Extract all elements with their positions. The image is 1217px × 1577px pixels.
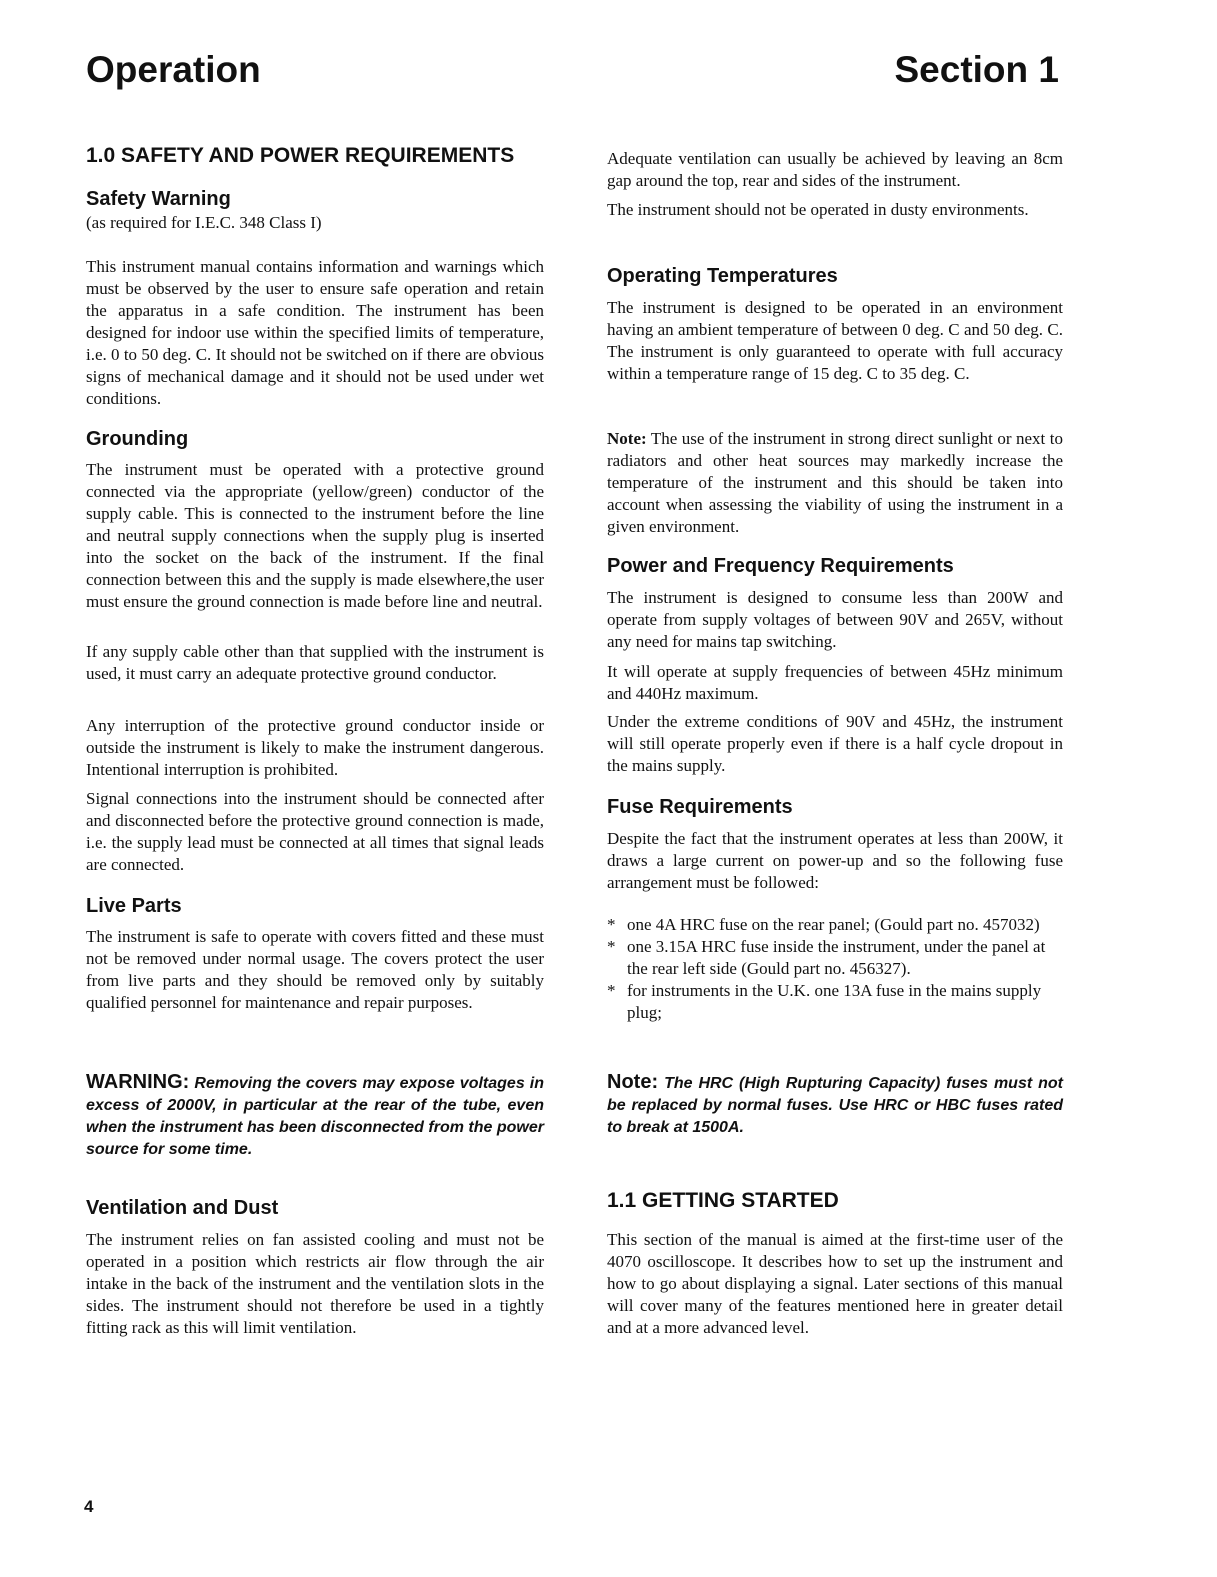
subheading: Live Parts xyxy=(86,895,182,917)
warning-text: Removing the covers may expose voltages in excess of 2000V, in particular at the rear of the tube, even when the instrument has been disconnected from the power source for some time. xyxy=(86,1075,544,1158)
paragraph: If any supply cable other than that supplied with the instrument is used, it must carry an adequate protective ground conductor. xyxy=(86,642,544,683)
subheading: Power and Frequency Requirements xyxy=(607,555,954,577)
note-box xyxy=(607,1071,1063,1139)
paragraph: The instrument is designed to consume less than 200W and operate from supply voltages of between 90V and 265V, without any need for mains tap switching. xyxy=(607,588,1063,651)
note-label: Note: xyxy=(607,1071,659,1093)
paragraph: This instrument manual contains information and warnings which must be observed by the user to ensure safe operation and retain the apparatus in a safe condition. The instrument has been designed for indoor use within the specified limits of temperature, i.e. 0 to 50 deg. C. It should not be switched on if there are obvious signs of mechanical damage and it should not be used under wet conditions. xyxy=(86,257,544,408)
list-item: * for instruments in the U.K. one 13A fuse in the mains supply plug; xyxy=(607,980,1063,1024)
paragraph: Any interruption of the protective ground conductor inside or outside the instrument is likely to make the instrument dangerous. Intentional interruption is prohibited. xyxy=(86,716,544,779)
paragraph: It will operate at supply frequencies of between 45Hz minimum and 440Hz maximum. xyxy=(607,662,1063,703)
fuse-list xyxy=(607,914,1063,1024)
subtitle: (as required for I.E.C. 348 Class I) xyxy=(86,213,322,232)
section-heading: 1.0 SAFETY AND POWER REQUIREMENTS xyxy=(86,144,515,167)
note-text: The use of the instrument in strong direct sunlight or next to radiators and other heat sources may markedly increase the temperature of the instrument and this should be taken into account when assessing the viability of using the instrument in a given environment. xyxy=(607,429,1063,536)
paragraph: The instrument relies on fan assisted cooling and must not be operated in a position which restricts air flow through the air intake in the back of the instrument and the ventilation slots in the sides. The instrument should not therefore be used in a tightly fitting rack as this will limit ventilation. xyxy=(86,1230,544,1337)
paragraph: The instrument should not be operated in dusty environments. xyxy=(607,200,1029,219)
paragraph: The instrument must be operated with a protective ground connected via the appropriate (yellow/green) conductor of the supply cable. This is connected to the instrument before the line and neutral supply connections when the supply plug is inserted into the socket on the back of the instrument. If the final connection between this and the supply is made elsewhere,the user must ensure the ground connection is made before line and neutral. xyxy=(86,460,544,611)
paragraph: This section of the manual is aimed at the first-time user of the 4070 oscilloscope. It describes how to set up the instrument and how to go about displaying a signal. Later sections of this manual will cover many of the features mentioned here in greater detail and at a more advanced level. xyxy=(607,1230,1063,1337)
subheading: Ventilation and Dust xyxy=(86,1197,279,1219)
paragraph: Signal connections into the instrument should be connected after and disconnected before the protective ground connection is made, i.e. the supply lead must be connected at all times that signal leads are connected. xyxy=(86,789,544,874)
subheading: Operating Temperatures xyxy=(607,265,838,287)
list-item: * one 4A HRC fuse on the rear panel; (Gould part no. 457032) xyxy=(607,914,1063,936)
list-item: * one 3.15A HRC fuse inside the instrument, under the panel at the rear left side (Gould part no. 456327). xyxy=(607,936,1063,980)
paragraph: The instrument is safe to operate with covers fitted and these must not be removed under normal usage. The covers protect the user from live parts and they should be removed only by suitably qualified personnel for maintenance and repair purposes. xyxy=(86,927,544,1012)
warning-box xyxy=(86,1071,544,1161)
paragraph: Adequate ventilation can usually be achieved by leaving an 8cm gap around the top, rear and sides of the instrument. xyxy=(607,149,1063,190)
warning-label: WARNING: xyxy=(86,1071,190,1093)
paragraph: The instrument is designed to be operated in an environment having an ambient temperature of between 0 deg. C and 50 deg. C. The instrument is only guaranteed to operate with full accuracy within a temperature range of 15 deg. C to 35 deg. C. xyxy=(607,298,1063,383)
subheading: Fuse Requirements xyxy=(607,796,793,818)
note-label: Note: xyxy=(607,429,647,448)
subheading: Grounding xyxy=(86,428,189,450)
note-paragraph xyxy=(607,428,1063,538)
subheading: Safety Warning xyxy=(86,188,231,210)
paragraph: Despite the fact that the instrument operates at less than 200W, it draws a large current on power-up and so the following fuse arrangement must be followed: xyxy=(607,829,1063,892)
paragraph: Under the extreme conditions of 90V and 45Hz, the instrument will still operate properly even if there is a half cycle dropout in the mains supply. xyxy=(607,712,1063,775)
note-text: The HRC (High Rupturing Capacity) fuses must not be replaced by normal fuses. Use HRC or HBC fuses rated to break at 1500A. xyxy=(607,1075,1063,1136)
header-section: Section 1 xyxy=(894,49,1059,90)
section-heading: 1.1 GETTING STARTED xyxy=(607,1189,839,1212)
page-number: 4 xyxy=(84,1497,94,1516)
header-title: Operation xyxy=(86,49,261,90)
